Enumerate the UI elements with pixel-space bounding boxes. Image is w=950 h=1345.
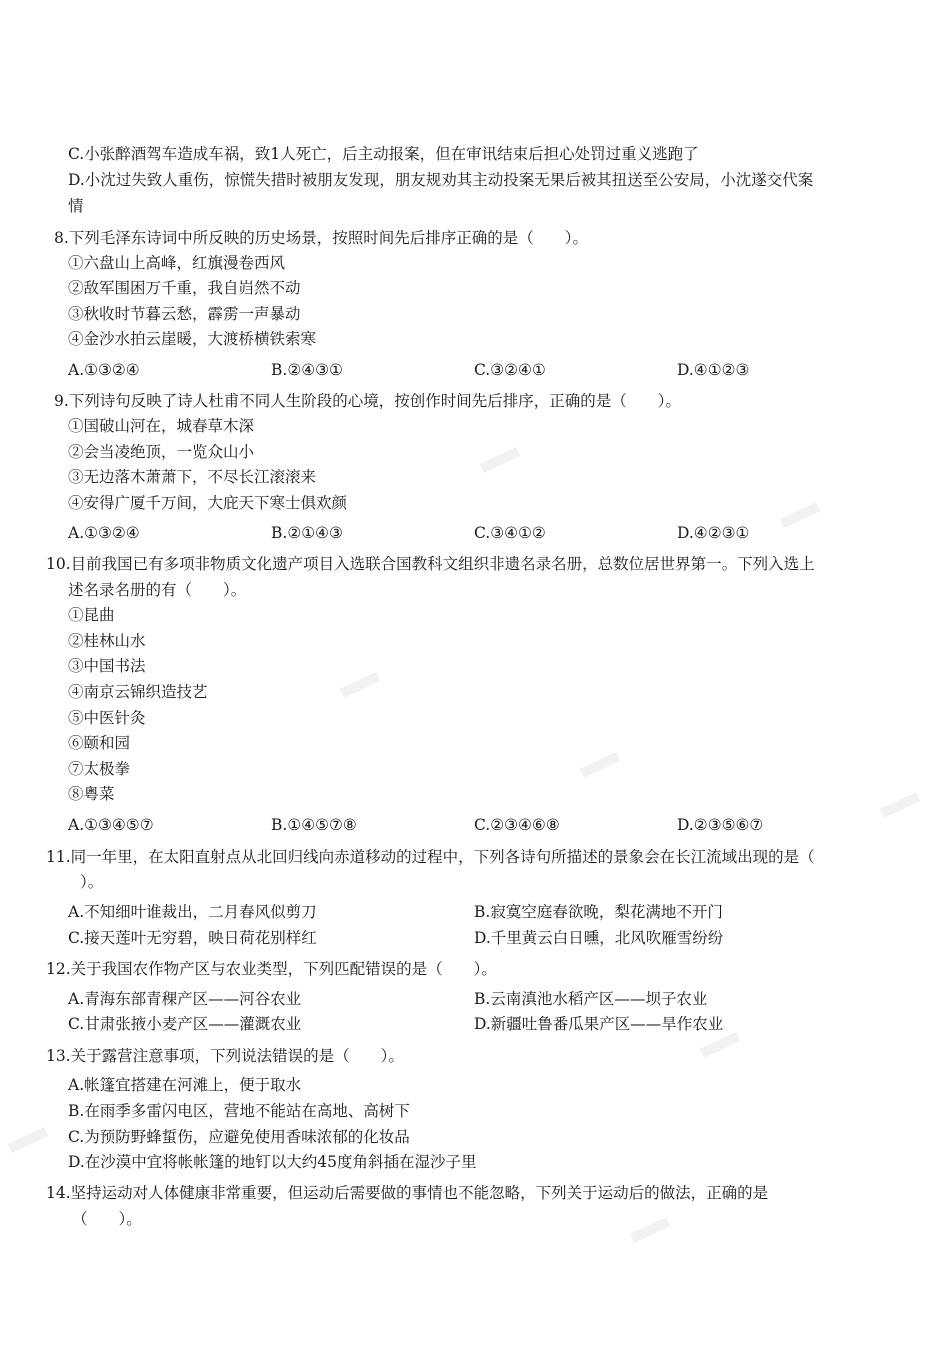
q10-option-d: D.②③⑤⑥⑦ bbox=[677, 816, 764, 834]
q8-option-b: B.②④③① bbox=[271, 361, 343, 379]
q9-option-b: B.②①④③ bbox=[271, 524, 343, 542]
q9-option-d: D.④②③① bbox=[677, 524, 750, 542]
q10-item: ③中国书法 bbox=[68, 657, 146, 675]
watermark-mark bbox=[580, 752, 620, 778]
watermark-mark bbox=[780, 502, 820, 528]
q12-option-d: D.新疆吐鲁番瓜果产区——旱作农业 bbox=[474, 1015, 724, 1033]
watermark-mark bbox=[340, 672, 380, 698]
q11-option-c: C.接天莲叶无穷碧，映日荷花别样红 bbox=[68, 929, 317, 947]
q13-option-d: D.在沙漠中宜将帐帐篷的地钉以大约45度角斜插在湿沙子里 bbox=[68, 1153, 477, 1171]
q10-item: ②桂林山水 bbox=[68, 632, 146, 650]
q10-option-b: B.①④⑤⑦⑧ bbox=[271, 816, 357, 834]
q13-option-c: C.为预防野蜂蜇伤，应避免使用香味浓郁的化妆品 bbox=[68, 1128, 410, 1146]
q12-option-a: A.青海东部青稞产区——河谷农业 bbox=[68, 990, 302, 1008]
watermark-mark bbox=[880, 792, 920, 818]
q10-option-a: A.①③④⑤⑦ bbox=[68, 816, 154, 834]
q8-option-c: C.③②④① bbox=[474, 361, 546, 379]
q13-option-b: B.在雨季多雷闪电区，营地不能站在高地、高树下 bbox=[68, 1102, 410, 1120]
q10-item: ①昆曲 bbox=[68, 606, 115, 624]
q9-item: ②会当凌绝顶，一览众山小 bbox=[68, 443, 255, 461]
q8-option-d: D.④①②③ bbox=[677, 361, 750, 379]
q8-item: ①六盘山上高峰，红旗漫卷西风 bbox=[68, 254, 286, 272]
q10-item: ⑧粤菜 bbox=[68, 785, 115, 803]
q8-option-a: A.①③②④ bbox=[68, 361, 140, 379]
q9-item: ④安得广厦千万间，大庇天下寒士俱欢颜 bbox=[68, 494, 348, 512]
q10-item: ④南京云锦织造技艺 bbox=[68, 683, 208, 701]
q10-option-c: C.②③④⑥⑧ bbox=[474, 816, 560, 834]
q12-stem: 12.关于我国农作物产区与农业类型，下列匹配错误的是（ ）。 bbox=[46, 960, 497, 978]
q7-option-d-line1: D.小沈过失致人重伤，惊慌失措时被朋友发现，朋友规劝其主动投案无果后被其扭送至公安局，小沈遂交代案 bbox=[68, 171, 814, 189]
q14-stem-line1: 14.坚持运动对人体健康非常重要，但运动后需要做的事情也不能忽略，下列关于运动后的做法，正确的是 bbox=[46, 1184, 769, 1202]
watermark-mark bbox=[480, 447, 520, 473]
q7-option-c: C.小张醉酒驾车造成车祸，致1人死亡，后主动报案，但在审讯结束后担心处罚过重义逃跑了 bbox=[68, 145, 699, 163]
q10-stem-line1: 10.目前我国已有多项非物质文化遗产项目入选联合国教科文组织非遗名录名册，总数位居世界第一。下列入选上 bbox=[46, 555, 815, 573]
q9-item: ③无边落木萧萧下，不尽长江滚滚来 bbox=[68, 468, 317, 486]
q11-option-d: D.千里黄云白日曛，北风吹雁雪纷纷 bbox=[474, 929, 724, 947]
q12-option-c: C.甘肃张掖小麦产区——灌溉农业 bbox=[68, 1015, 302, 1033]
q8-item: ③秋收时节暮云愁，霹雳一声暴动 bbox=[68, 305, 301, 323]
q9-item: ①国破山河在，城春草木深 bbox=[68, 417, 255, 435]
q9-option-a: A.①③②④ bbox=[68, 524, 140, 542]
q11-option-a: A.不知细叶谁裁出，二月春风似剪刀 bbox=[68, 903, 317, 921]
q7-option-d-line2: 情 bbox=[68, 197, 84, 215]
q10-stem-line2: 述名录名册的有（ ）。 bbox=[68, 581, 247, 599]
watermark-mark bbox=[8, 1127, 48, 1153]
q11-option-b: B.寂寞空庭春欲晚，梨花满地不开门 bbox=[474, 903, 723, 921]
q10-item: ⑥颐和园 bbox=[68, 734, 131, 752]
q8-stem: 8.下列毛泽东诗词中所反映的历史场景，按照时间先后排序正确的是（ ）。 bbox=[54, 229, 589, 247]
q10-item: ⑦太极拳 bbox=[68, 760, 131, 778]
q8-item: ②敌军围困万千重，我自岿然不动 bbox=[68, 279, 301, 297]
q13-stem: 13.关于露营注意事项，下列说法错误的是（ ）。 bbox=[46, 1047, 404, 1065]
q9-option-c: C.③④①② bbox=[474, 524, 546, 542]
q8-item: ④金沙水拍云崖暖，大渡桥横铁索寒 bbox=[68, 330, 317, 348]
q10-item: ⑤中医针灸 bbox=[68, 709, 146, 727]
q14-stem-line2: （ ）。 bbox=[72, 1210, 142, 1228]
watermark-mark bbox=[630, 1217, 670, 1243]
q11-stem-line2: ）。 bbox=[80, 873, 104, 891]
watermark-mark bbox=[700, 1032, 740, 1058]
q11-stem-line1: 11.同一年里，在太阳直射点从北回归线向赤道移动的过程中，下列各诗句所描述的景象会在长江流域出现的是（ bbox=[46, 848, 815, 866]
q9-stem: 9.下列诗句反映了诗人杜甫不同人生阶段的心境，按创作时间先后排序，正确的是（ ）。 bbox=[54, 392, 682, 410]
q13-option-a: A.帐篷宜搭建在河滩上，便于取水 bbox=[68, 1076, 302, 1094]
q12-option-b: B.云南滇池水稻产区——坝子农业 bbox=[474, 990, 708, 1008]
